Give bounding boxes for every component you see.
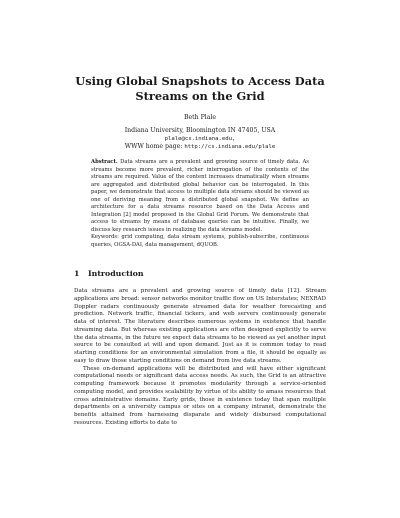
author-email: plale@cs.indiana.edu, — [164, 136, 236, 142]
section-title: Introduction — [88, 269, 144, 278]
paper-title: Using Global Snapshots to Access Data Streams on the Grid — [75, 74, 325, 103]
affiliation: Indiana University, Bloomington IN 47405, USA — [124, 127, 276, 134]
section-number: 1 — [74, 269, 80, 278]
body-paragraph-2: These on-demand applications will be distributed and will have either significant computational needs or significant data access needs. As such, the Grid is an attractive computing framework because it promotes modularity through a service-oriented computing model, and provides scalability by virtue of its ability to amass resources that cross administrative domains. Early grids, those in existence today that span multiple departments on a university campus or sites on a company intranet, demonstrate the benefits attained from harnessing disparate and widely disbursed computational resources. Existing efforts to date to — [74, 365, 326, 426]
abstract-text: Data streams are a prevalent and growing source of timely data. As streams become more prevalent, richer interrogation of the contents of the streams are required. Value of the content increases dramatically when streams are aggregated and distributed global behavior can be interrogated. In this paper, we demonstrate that access to multiple data streams should be viewed as one of deriving meaning from a distributed global snapshot. We define an architecture for a data streams resource based on the Data Access and Integration [2] model proposed in the Global Grid Forum. We demonstrate that access to streams by means of database queries can be intuitive. Finally, we discuss key research issues in realizing the data streams model. — [91, 159, 309, 233]
homepage-url[interactable]: http://cs.indiana.edu/plale — [184, 144, 276, 150]
keywords: Keywords: grid computing, data stream systems, publish-subscribe, continuous queries, OGSA-DAI, data management, dQUOB. — [91, 234, 309, 248]
body-text — [74, 288, 326, 428]
homepage-label: WWW home page: — [124, 143, 185, 150]
author-affiliation-block — [0, 127, 400, 151]
abstract-paragraph — [91, 159, 309, 234]
body-paragraph-1: Data streams are a prevalent and growing source of timely data [12]. Stream applications are broad: sensor networks monitor traffic flow on US Interstates; NEXRAD Doppler radars continuously generate streamed data for weather forecasting and prediction. Network traffic, financial tickers, and web servers continuously generate data of interest. The literature describes numerous systems in existence that handle streaming data. But whereas existing applications are often designed explicitly to serve the data streams, in the future we expect data streams to be viewed as yet another input source to be consulted at will and upon demand. Just as it is common today to read starting conditions for an environmental simulation from a file, it should be equally as easy to draw those starting conditions on demand from live data streams. — [74, 288, 326, 364]
author-name: Beth Plale — [183, 114, 217, 121]
homepage-line — [0, 143, 400, 151]
abstract-label: Abstract. — [91, 159, 118, 165]
section-heading — [74, 269, 144, 279]
abstract — [91, 159, 309, 249]
